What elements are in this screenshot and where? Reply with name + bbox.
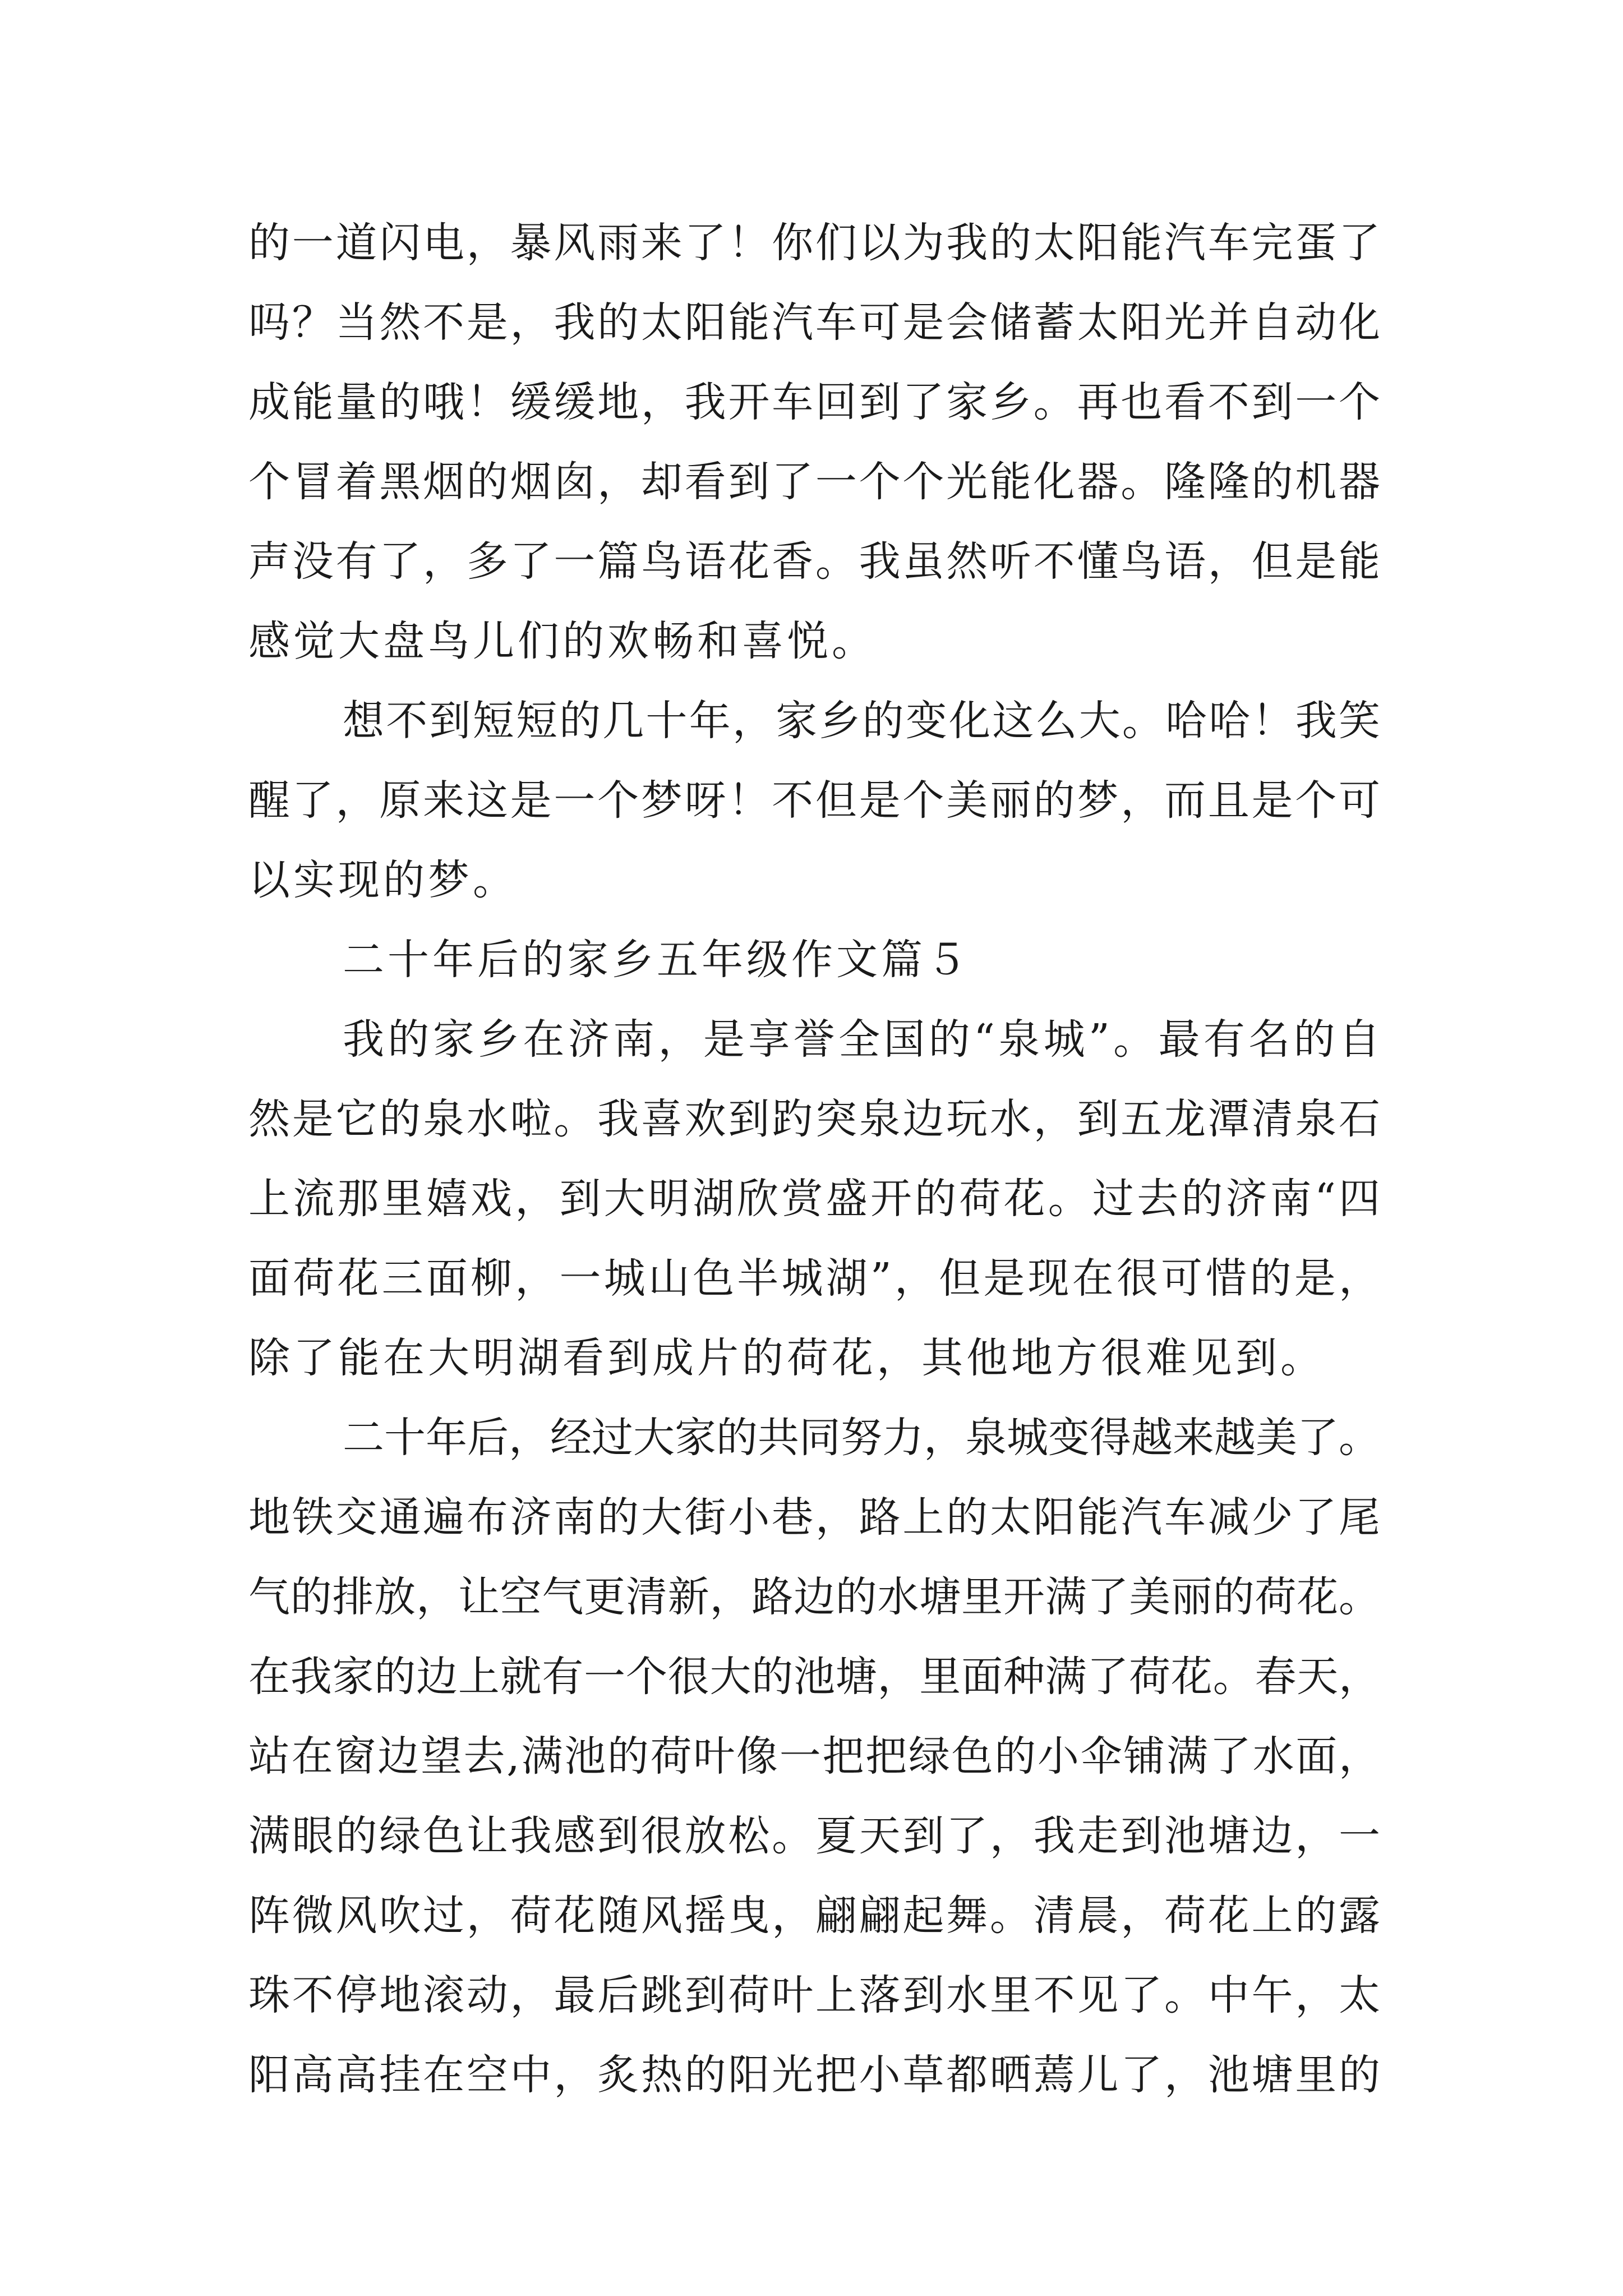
text-line: 感觉大盘鸟儿们的欢畅和喜悦。 — [248, 617, 877, 665]
text-line: 在我家的边上就有一个很大的池塘，里面种满了荷花。春天， — [248, 1653, 1380, 1701]
text-line: 气的排放，让空气更清新，路边的水塘里开满了美丽的荷花。 — [248, 1573, 1380, 1621]
text-line: 阳高高挂在空中，炙热的阳光把小草都晒蔫儿了，池塘里的 — [248, 2051, 1380, 2099]
text-line: 想不到短短的几十年，家乡的变化这么大。哈哈！我笑 — [343, 697, 1380, 745]
text-line: 个冒着黑烟的烟囱，却看到了一个个光能化器。隆隆的机器 — [248, 458, 1380, 506]
text-line: 站在窗边望去,满池的荷叶像一把把绿色的小伞铺满了水面， — [248, 1732, 1380, 1780]
text-line: 面荷花三面柳，一城山色半城湖”，但是现在很可惜的是， — [248, 1254, 1380, 1303]
text-line: 吗？当然不是，我的太阳能汽车可是会储蓄太阳光并自动化 — [248, 298, 1380, 347]
text-line: 醒了，原来这是一个梦呀！不但是个美丽的梦，而且是个可 — [248, 776, 1380, 825]
text-line: 声没有了，多了一篇鸟语花香。我虽然听不懂鸟语，但是能 — [248, 537, 1380, 586]
text-line: 我的家乡在济南，是享誉全国的“泉城”。最有名的自 — [343, 1015, 1380, 1064]
essay-text — [248, 203, 1380, 2115]
text-line: 除了能在大明湖看到成片的荷花，其他地方很难见到。 — [248, 1334, 1325, 1382]
text-line: 成能量的哦！缓缓地，我开车回到了家乡。再也看不到一个 — [248, 378, 1380, 426]
text-line: 然是它的泉水啦。我喜欢到趵突泉边玩水，到五龙潭清泉石 — [248, 1095, 1380, 1143]
section-heading: 二十年后的家乡五年级作文篇５ — [343, 936, 971, 984]
text-line: 阵微风吹过，荷花随风摇曳，翩翩起舞。清晨，荷花上的露 — [248, 1892, 1380, 1940]
text-line: 二十年后，经过大家的共同努力，泉城变得越来越美了。 — [343, 1414, 1380, 1462]
text-line: 地铁交通遍布济南的大街小巷，路上的太阳能汽车减少了尾 — [248, 1493, 1380, 1542]
text-line: 的一道闪电，暴风雨来了！你们以为我的太阳能汽车完蛋了 — [248, 219, 1380, 267]
text-line: 上流那里嬉戏，到大明湖欣赏盛开的荷花。过去的济南“四 — [248, 1175, 1380, 1223]
text-line: 满眼的绿色让我感到很放松。夏天到了，我走到池塘边，一 — [248, 1812, 1380, 1860]
text-line: 珠不停地滚动，最后跳到荷叶上落到水里不见了。中午，太 — [248, 1971, 1380, 2019]
text-line: 以实现的梦。 — [248, 856, 518, 904]
